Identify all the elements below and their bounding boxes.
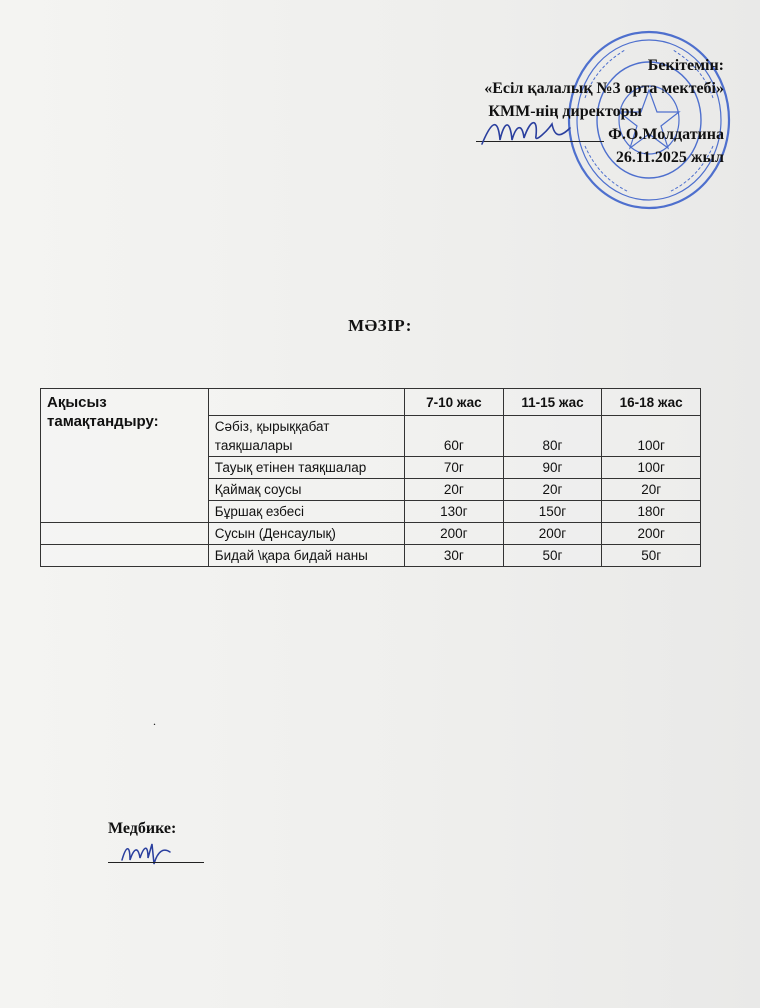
- director-title: КММ-нің директоры: [488, 103, 642, 120]
- header-age-16-18: 16-18 жас: [602, 389, 701, 416]
- nurse-label: Медбике:: [108, 820, 177, 837]
- value-cell: 200г: [405, 523, 504, 545]
- value-cell: 60г: [405, 416, 504, 457]
- stray-mark: .: [153, 714, 156, 728]
- empty-section-cell: [41, 545, 209, 567]
- value-cell: 130г: [405, 501, 504, 523]
- value-cell: 50г: [503, 545, 602, 567]
- table-row: [41, 523, 701, 545]
- value-cell: 20г: [602, 479, 701, 501]
- school-name: «Есіл қалалық №3 орта мектебі»: [484, 80, 724, 97]
- value-cell: 70г: [405, 457, 504, 479]
- approval-date: 26.11.2025 жыл: [615, 149, 724, 166]
- value-cell: 180г: [602, 501, 701, 523]
- table-row: [41, 545, 701, 567]
- header-age-7-10: 7-10 жас: [405, 389, 504, 416]
- value-cell: 30г: [405, 545, 504, 567]
- header-age-11-15: 11-15 жас: [503, 389, 602, 416]
- item-name: Сәбіз, қырыққабат таяқшалары: [208, 416, 404, 457]
- item-name: Сусын (Денсаулық): [208, 523, 404, 545]
- menu-table: [40, 388, 701, 567]
- menu-title: МӘЗІР:: [348, 316, 412, 335]
- value-cell: 100г: [602, 416, 701, 457]
- empty-section-cell: [41, 523, 209, 545]
- value-cell: 90г: [503, 457, 602, 479]
- value-cell: 20г: [503, 479, 602, 501]
- item-name: Бидай \қара бидай наны: [208, 545, 404, 567]
- item-name: Бұршақ езбесі: [208, 501, 404, 523]
- director-signature: [478, 110, 574, 154]
- director-name: Ф.О.Молдатина: [608, 126, 724, 143]
- value-cell: 80г: [503, 416, 602, 457]
- value-cell: 150г: [503, 501, 602, 523]
- item-name: Қаймақ соусы: [208, 479, 404, 501]
- table-header-row: [41, 389, 701, 416]
- header-empty-cell: [208, 389, 404, 416]
- value-cell: 200г: [503, 523, 602, 545]
- value-cell: 50г: [602, 545, 701, 567]
- value-cell: 100г: [602, 457, 701, 479]
- value-cell: 200г: [602, 523, 701, 545]
- approval-label: Бекітемін:: [647, 57, 724, 74]
- value-cell: 20г: [405, 479, 504, 501]
- item-name: Тауық етінен таяқшалар: [208, 457, 404, 479]
- section-label: Ақысыз тамақтандыру:: [41, 389, 209, 523]
- nurse-signature-line: [108, 862, 204, 863]
